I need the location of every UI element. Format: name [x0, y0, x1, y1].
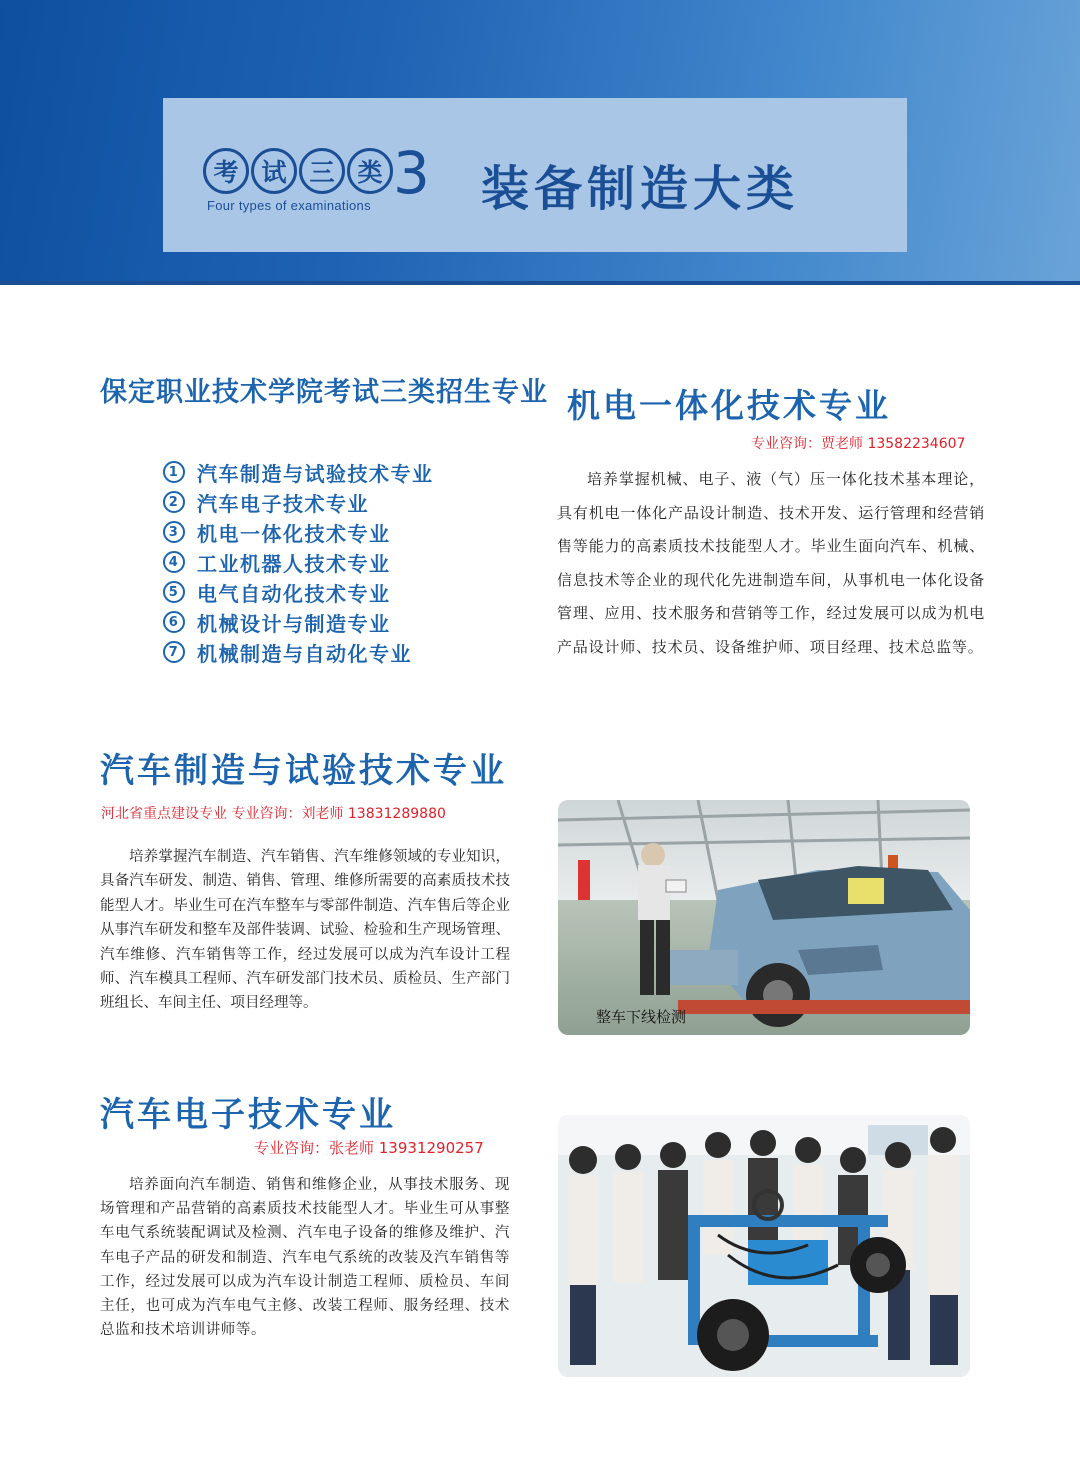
list-item — [163, 547, 434, 577]
mechatronics-body: 培养掌握机械、电子、液（气）压一体化技术基本理论，具有机电一体化产品设计制造、技术开发、运行管理和经营销售等能力的高素质技术技能型人才。毕业生面向汽车、机械、信息技术等企业的现代化先进制造车间，从事机电一体化设备管理、应用、技术服务和营销等工作，经过发展可以成为机电产品设计师、技术员、设备维护师、项目经理、技术总监等。 — [557, 470, 985, 656]
list-item — [163, 607, 434, 637]
list-number: 2 — [163, 491, 185, 513]
list-item — [163, 637, 434, 667]
badge-char: 试 — [251, 148, 297, 194]
list-item — [163, 457, 434, 487]
auto-elec-heading: 汽车电子技术专业 — [100, 1095, 396, 1135]
list-number: 6 — [163, 611, 185, 633]
badge-chars — [203, 148, 393, 194]
badge-subtitle: Four types of examinations — [207, 198, 371, 213]
list-number: 4 — [163, 551, 185, 573]
photo-caption: 整车下线检测 — [596, 1008, 687, 1026]
badge-char: 三 — [299, 148, 345, 194]
photo-students-training — [558, 1115, 970, 1377]
exam-badge — [203, 139, 430, 213]
mechatronics-heading: 机电一体化技术专业 — [567, 386, 891, 425]
list-number: 7 — [163, 641, 185, 663]
title-box — [163, 98, 907, 252]
students-training-illustration — [558, 1115, 970, 1377]
major-label: 工业机器人技术专业 — [197, 551, 391, 576]
major-label: 汽车制造与试验技术专业 — [197, 461, 434, 486]
major-label: 机械制造与自动化专业 — [197, 641, 412, 666]
auto-mfg-body: 培养掌握汽车制造、汽车销售、汽车维修领域的专业知识，具备汽车研发、制造、销售、管理、维修所需要的高素质技术技能型人才。毕业生可在汽车整车与零部件制造、汽车售后等企业从事汽车研发和整车及部件装调、试验、检验和生产现场管理、汽车维修、汽车销售等工作，经过发展可以成为汽车设计工程师、汽车模具工程师、汽车研发部门技术员、质检员、生产部门班组长、车间主任、项目经理等。 — [100, 849, 510, 1012]
car-inspection-illustration — [558, 800, 970, 1035]
intro-heading: 保定职业技术学院考试三类招生专业 — [100, 377, 548, 408]
list-item — [163, 487, 434, 517]
mechatronics-contact: 专业咨询：贾老师 13582234607 — [751, 436, 966, 452]
major-label: 汽车电子技术专业 — [197, 491, 369, 516]
auto-elec-contact: 专业咨询：张老师 13931290257 — [254, 1139, 484, 1157]
page-title: 装备制造大类 — [481, 161, 800, 217]
major-label: 电气自动化技术专业 — [197, 581, 391, 606]
major-label: 机电一体化技术专业 — [197, 521, 391, 546]
list-number: 1 — [163, 461, 185, 483]
auto-mfg-contact: 河北省重点建设专业 专业咨询：刘老师 13831289880 — [101, 806, 446, 822]
list-item — [163, 577, 434, 607]
majors-list — [163, 457, 434, 667]
header-banner — [0, 0, 1080, 285]
major-label: 机械设计与制造专业 — [197, 611, 391, 636]
list-number: 5 — [163, 581, 185, 603]
list-item — [163, 517, 434, 547]
list-number: 3 — [163, 521, 185, 543]
photo-car-inspection — [558, 800, 970, 1035]
badge-number: 3 — [393, 139, 430, 207]
auto-mfg-heading: 汽车制造与试验技术专业 — [100, 751, 507, 791]
badge-char: 类 — [347, 148, 393, 194]
badge-char: 考 — [203, 148, 249, 194]
auto-elec-body: 培养面向汽车制造、销售和维修企业，从事技术服务、现场管理和产品营销的高素质技术技能型人才。毕业生可从事整车电气系统装配调试及检测、汽车电子设备的维修及维护、汽车电子产品的研发和制造、汽车电气系统的改装及汽车销售等工作，经过发展可以成为汽车设计制造工程师、质检员、车间主任，也可成为汽车电气主修、改装工程师、服务经理、技术总监和技术培训讲师等。 — [100, 1177, 510, 1339]
